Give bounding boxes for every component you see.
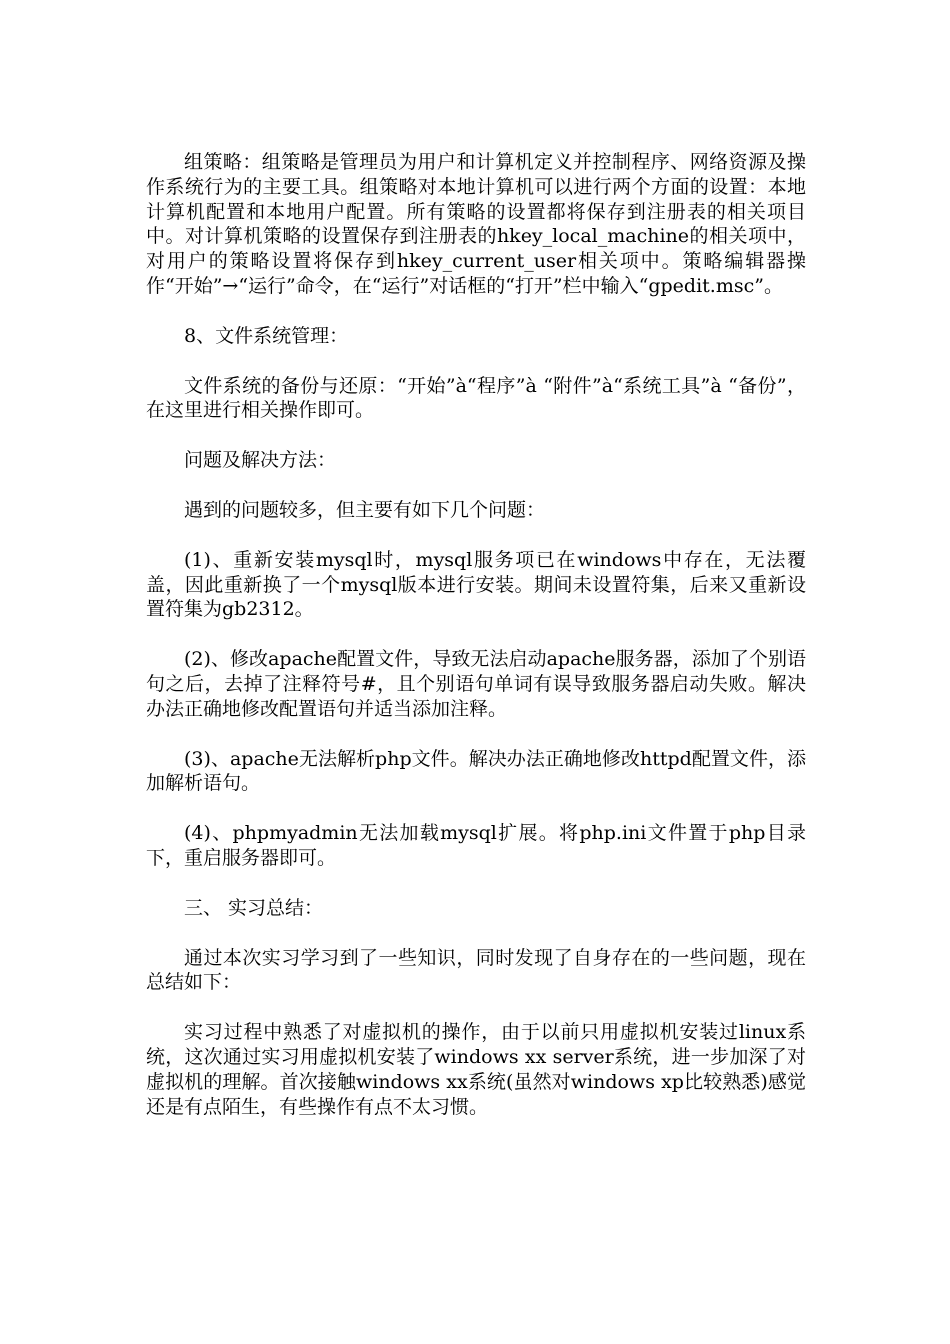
paragraph-summary-intro: 通过本次实习学习到了一些知识，同时发现了自身存在的一些问题，现在总结如下： bbox=[146, 946, 806, 994]
paragraph-problem-2: (2)、修改apache配置文件，导致无法启动apache服务器，添加了个别语句之后，去掉了注释符号#，且个别语句单词有误导致服务器启动失败。解决办法正确地修改配置语句并适当添加注释。 bbox=[146, 648, 806, 720]
document-page bbox=[146, 150, 806, 1144]
paragraph-problem-3: (3)、apache无法解析php文件。解决办法正确地修改httpd配置文件，添加解析语句。 bbox=[146, 747, 806, 795]
paragraph-problem-1: (1)、重新安装mysql时，mysql服务项已在windows中存在，无法覆盖，因此重新换了一个mysql版本进行安装。期间未设置符集，后来又重新设置符集为gb2312。 bbox=[146, 548, 806, 621]
paragraph-problem-4: (4)、phpmyadmin无法加载mysql扩展。将php.ini文件置于php目录下，重启服务器即可。 bbox=[146, 822, 806, 869]
heading-internship-summary: 三、 实习总结： bbox=[184, 896, 324, 919]
paragraph-group-policy: 组策略：组策略是管理员为用户和计算机定义并控制程序、网络资源及操作系统行为的主要工具。组策略对本地计算机可以进行两个方面的设置：本地计算机配置和本地用户配置。所有策略的设置都将保存到注册表的相关项目中。对计算机策略的设置保存到注册表的hkey_local_machine的相关项中，对用户的策略设置将保存到hkey_current_user相关项中。策略编辑器操作“开始”→“运行”命令，在“运行”对话框的“打开”栏中输入“gpedit.msc”。 bbox=[146, 151, 806, 297]
paragraph-problems-intro: 遇到的问题较多，但主要有如下几个问题： bbox=[184, 498, 546, 521]
paragraph-backup-restore: 文件系统的备份与还原：“开始”à“程序”à “附件”à“系统工具”à “备份”，在这里进行相关操作即可。 bbox=[146, 374, 806, 422]
heading-file-system-management: 8、文件系统管理： bbox=[184, 324, 349, 347]
paragraph-summary-vm: 实习过程中熟悉了对虚拟机的操作，由于以前只用虚拟机安装过linux系统，这次通过实习用虚拟机安装了windows xx server系统，进一步加深了对虚拟机的理解。首次接触windows xx系统(虽然对windows xp比较熟悉)感觉还是有点陌生，有些操作有点不太习惯。 bbox=[146, 1021, 806, 1118]
heading-problems-solutions: 问题及解决方法： bbox=[184, 449, 337, 472]
